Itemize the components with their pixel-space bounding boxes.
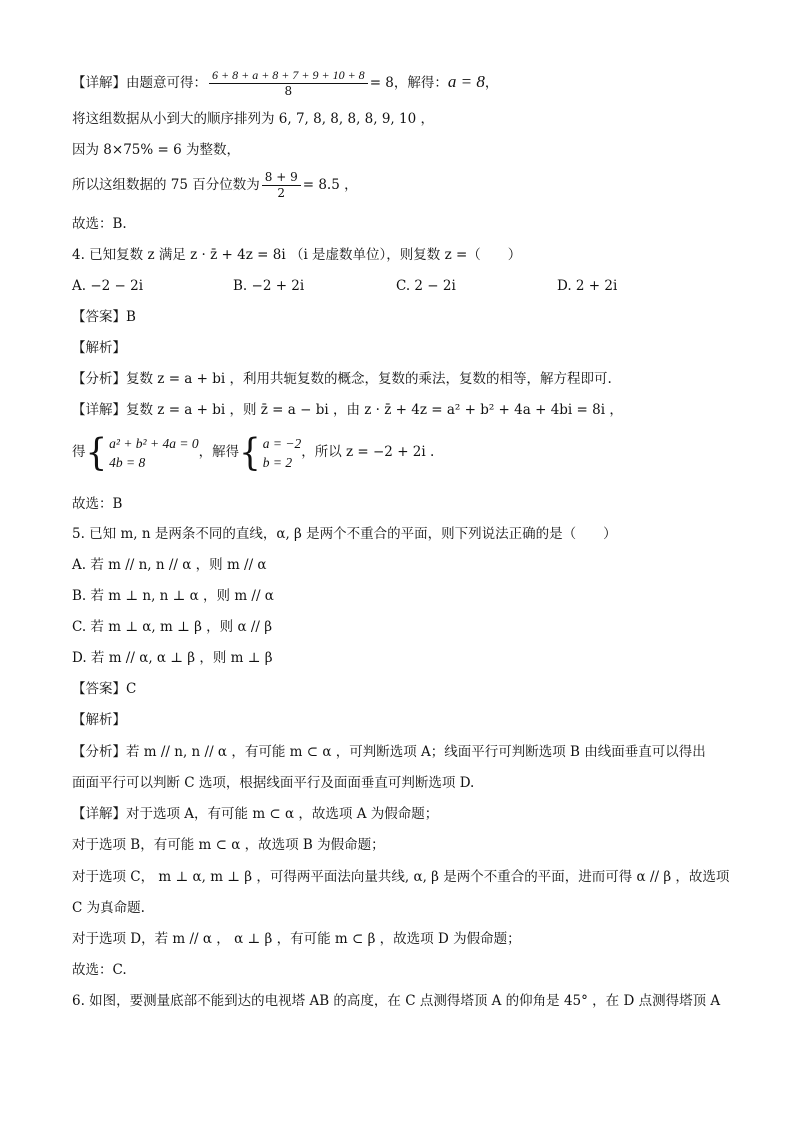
solution-2: b = 2 (262, 454, 293, 470)
q5-detail-4: C 为真命题. (72, 900, 145, 916)
fraction (209, 68, 368, 99)
q5-option-c: C. 若 m ⊥ α, m ⊥ β ，则 α // β (72, 619, 273, 635)
q5-detail-3: 对于选项 C， m ⊥ α, m ⊥ β ，可得两平面法向量共线, α, β 是两个不重合的平面，进而可得 α // β ，故选项 (72, 869, 730, 885)
q5-answer: 【答案】C (72, 681, 137, 697)
detail-line-1 (72, 68, 498, 99)
q5-analysis-2: 面面平行可以判断 C 选项，根据线面平行及面面垂直可判断选项 D. (72, 775, 475, 791)
q4-answer: 【答案】B (72, 309, 136, 325)
question-4: 4. 已知复数 z 满足 z · z̄ + 4z = 8i （i 是虚数单位），则复数 z =（ ） (72, 247, 522, 263)
q5-detail-1: 【详解】对于选项 A，有可能 m ⊂ α ，故选项 A 为假命题； (72, 806, 439, 822)
q5-select: 故选：C. (72, 962, 127, 978)
fraction-numerator: 6 + 8 + a + 8 + 7 + 9 + 10 + 8 (209, 68, 368, 84)
system-solution (263, 434, 301, 472)
equation-result: = 8 (369, 75, 394, 91)
q5-option-b: B. 若 m ⊥ n, n ⊥ α ，则 m // α (72, 588, 274, 604)
q4-option-d: D. 2 + 2i (557, 278, 618, 294)
system-equations (109, 434, 198, 472)
q4-equation-system (72, 430, 435, 475)
q4-option-a: A. −2 − 2i (72, 278, 144, 294)
detail-label: 【详解】由题意可得： (72, 75, 207, 91)
fraction-denominator: 8 (284, 84, 293, 98)
q5-detail-5: 对于选项 D，若 m // α ， α ⊥ β ，有可能 m ⊂ β ，故选项 D 为假命题； (72, 931, 521, 947)
system-mid: ，解得 (198, 444, 240, 460)
q5-analysis-1: 【分析】若 m // n, n // α ，有可能 m ⊂ α ，可判断选项 A；线面平行可判断选项 B 由线面垂直可以得出 (72, 744, 706, 760)
q5-option-a: A. 若 m // n, n // α ，则 m // α (72, 557, 267, 573)
system-conclusion: ，所以 z = −2 + 2i . (301, 444, 435, 460)
q4-detail: 【详解】复数 z = a + bi ，则 z̄ = a − bi ，由 z · z̄ + 4z = a² + b² + 4a + 4bi = 8i ， (72, 402, 623, 418)
percentile-result: = 8.5 ， (302, 177, 358, 193)
q4-option-c: C. 2 − 2i (396, 278, 456, 294)
detail-line-2: 将这组数据从小到大的顺序排列为 6, 7, 8, 8, 8, 8, 9, 10 ， (72, 111, 434, 127)
q5-detail-2: 对于选项 B，有可能 m ⊂ α ，故选项 B 为假命题； (72, 837, 385, 853)
q5-analysis-heading: 【解析】 (72, 712, 126, 728)
question-5: 5. 已知 m, n 是两条不同的直线，α, β 是两个不重合的平面，则下列说法正确的是（ ） (72, 526, 617, 542)
fraction-numerator: 8 + 9 (262, 170, 301, 186)
q4-select: 故选：B (72, 496, 123, 512)
left-brace: { (239, 430, 261, 475)
punctuation: ， (484, 75, 499, 91)
detail-line-3: 因为 8×75% = 6 为整数， (72, 142, 240, 158)
solution-value: a = 8 (447, 72, 485, 91)
answer-select-line: 故选：B. (72, 216, 127, 232)
system-prefix: 得 (72, 444, 86, 460)
equation-1: a² + b² + 4a = 0 (109, 435, 199, 451)
q4-analysis: 【分析】复数 z = a + bi ，利用共轭复数的概念，复数的乘法，复数的相等，解方程即可. (72, 371, 612, 387)
equation-2: 4b = 8 (109, 454, 146, 470)
solve-text: ，解得： (393, 75, 448, 91)
solution-1: a = −2 (262, 435, 302, 451)
detail-line-4 (72, 170, 358, 201)
q5-option-d: D. 若 m // α, α ⊥ β ，则 m ⊥ β (72, 650, 273, 666)
left-brace: { (85, 430, 108, 475)
q4-option-b: B. −2 + 2i (233, 278, 305, 294)
percentile-text: 所以这组数据的 75 百分位数为 (72, 177, 260, 193)
q4-analysis-heading: 【解析】 (72, 340, 126, 356)
fraction-denominator: 2 (277, 186, 286, 200)
question-6: 6. 如图，要测量底部不能到达的电视塔 AB 的高度，在 C 点测得塔顶 A 的仰角是 45° ，在 D 点测得塔顶 A (72, 993, 721, 1009)
fraction (262, 170, 301, 201)
